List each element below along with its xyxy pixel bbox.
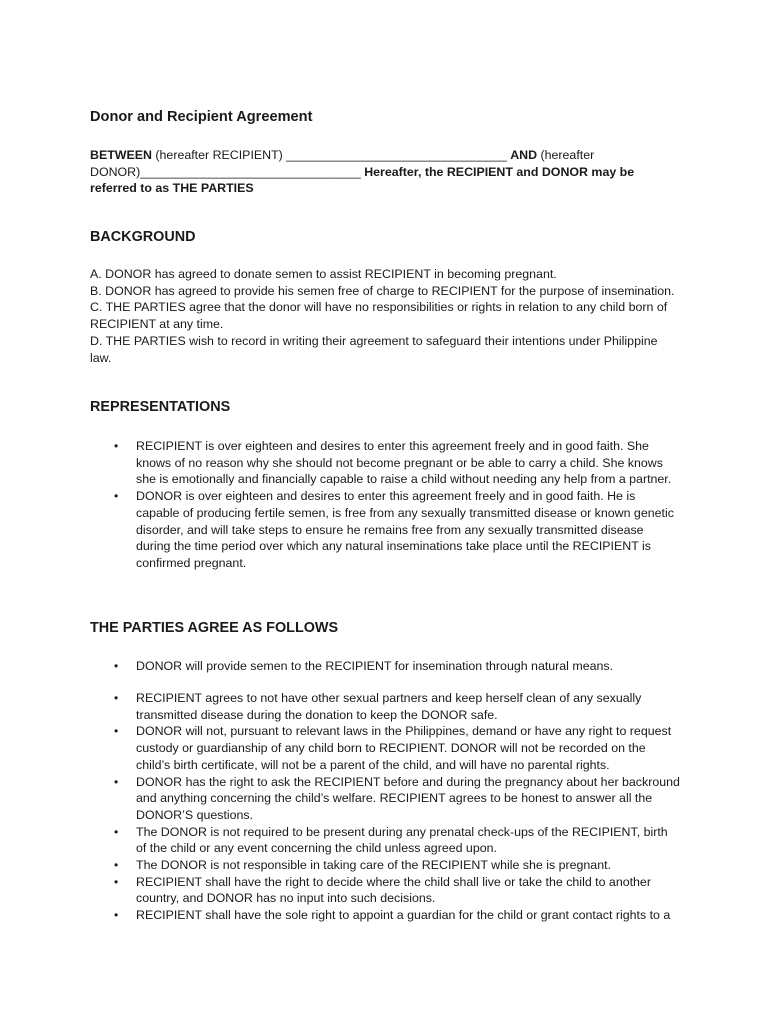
bullet-icon: • xyxy=(114,691,119,705)
bullet-icon: • xyxy=(114,489,119,504)
bullet-icon: • xyxy=(114,874,119,889)
list-item-text: DONOR is over eighteen and desires to enter this agreement freely and in good faith. He is capable of producing fertile semen, is free from any sexually transmitted disease or known genetic disorder, and will take steps to ensure he remains free from any sexually transmitted disease during the time period over which any natural inseminations take place until the RECIPIENT is confirmed pregnant. xyxy=(136,489,674,570)
bullet-icon: • xyxy=(114,774,119,789)
parties-definition: Hereafter, the RECIPIENT and DONOR may be referred to as THE PARTIES xyxy=(90,164,635,196)
background-item: C. THE PARTIES agree that the donor will have no responsibilities or rights in relation to any child born of RECIPIENT at any time. xyxy=(90,300,668,332)
list-item xyxy=(90,488,680,572)
list-item xyxy=(90,658,680,675)
and-label: AND xyxy=(510,148,538,162)
parties-paragraph xyxy=(90,147,680,197)
donor-blank-text: (hereafter DONOR)________________________________ xyxy=(90,148,595,179)
bullet-icon: • xyxy=(114,858,119,873)
bullet-icon: • xyxy=(114,908,119,923)
list-item xyxy=(90,874,680,907)
list-item-text: DONOR has the right to ask the RECIPIENT before and during the pregnancy about her backround and anything concerning the child’s welfare. RECIPIENT agrees to be honest to answer all the DONOR’S questions. xyxy=(136,774,680,822)
list-item-text: RECIPIENT shall have the right to decide where the child shall live or take the child to another country, and DONOR has no input into such decisions. xyxy=(136,874,651,906)
list-item-text: RECIPIENT agrees to not have other sexual partners and keep herself clean of any sexually transmitted disease during the donation to keep the DONOR safe. xyxy=(136,691,642,722)
bullet-icon: • xyxy=(114,659,119,673)
bullet-icon: • xyxy=(114,724,119,739)
list-item-text: The DONOR is not required to be present during any prenatal check-ups of the RECIPIENT, birth of the child or any event concerning the child unless agreed upon. xyxy=(136,824,668,856)
background-item: D. THE PARTIES wish to record in writing their agreement to safeguard their intentions under Philippine law. xyxy=(90,333,658,365)
document-title: Donor and Recipient Agreement xyxy=(90,109,313,125)
list-item xyxy=(90,723,680,773)
bullet-icon: • xyxy=(114,824,119,839)
list-item-text: DONOR will provide semen to the RECIPIENT for insemination through natural means. xyxy=(136,659,614,673)
agreement-list xyxy=(90,690,680,924)
list-item xyxy=(90,857,680,874)
recipient-blank-text: (hereafter RECIPIENT) ________________________________ xyxy=(151,148,511,162)
list-item-text: DONOR will not, pursuant to relevant laws in the Philippines, demand or have any right to request custody or guardianship of any child born to RECIPIENT. DONOR will not be recorded on the child’s birth certificate, will not be a parent of the child, and will have no parental rights. xyxy=(136,724,672,772)
list-item xyxy=(90,824,680,857)
list-item-text: RECIPIENT is over eighteen and desires to enter this agreement freely and in good faith. She knows of no reason why she should not become pregnant or be able to carry a child. She knows she is emotionally and financially capable to raise a child without needing any help from a partner. xyxy=(136,439,672,487)
representations-list xyxy=(90,438,680,572)
background-list xyxy=(90,266,680,366)
list-item-text: RECIPIENT shall have the sole right to appoint a guardian for the child or grant contact rights to a xyxy=(136,908,671,923)
background-item: A. DONOR has agreed to donate semen to assist RECIPIENT in becoming pregnant. xyxy=(90,267,557,281)
bullet-icon: • xyxy=(114,439,119,453)
list-item xyxy=(90,690,680,723)
agreement-heading: THE PARTIES AGREE AS FOLLOWS xyxy=(90,620,339,636)
list-item-text: The DONOR is not responsible in taking care of the RECIPIENT while she is pregnant. xyxy=(136,858,611,873)
between-label: BETWEEN xyxy=(90,148,152,162)
list-item xyxy=(90,438,680,488)
list-item xyxy=(90,907,680,924)
background-item: B. DONOR has agreed to provide his semen free of charge to RECIPIENT for the purpose of insemination. xyxy=(90,283,675,298)
agreement-list-first xyxy=(90,658,680,675)
background-heading: BACKGROUND xyxy=(90,229,196,245)
representations-heading: REPRESENTATIONS xyxy=(90,399,231,415)
list-item xyxy=(90,774,680,824)
